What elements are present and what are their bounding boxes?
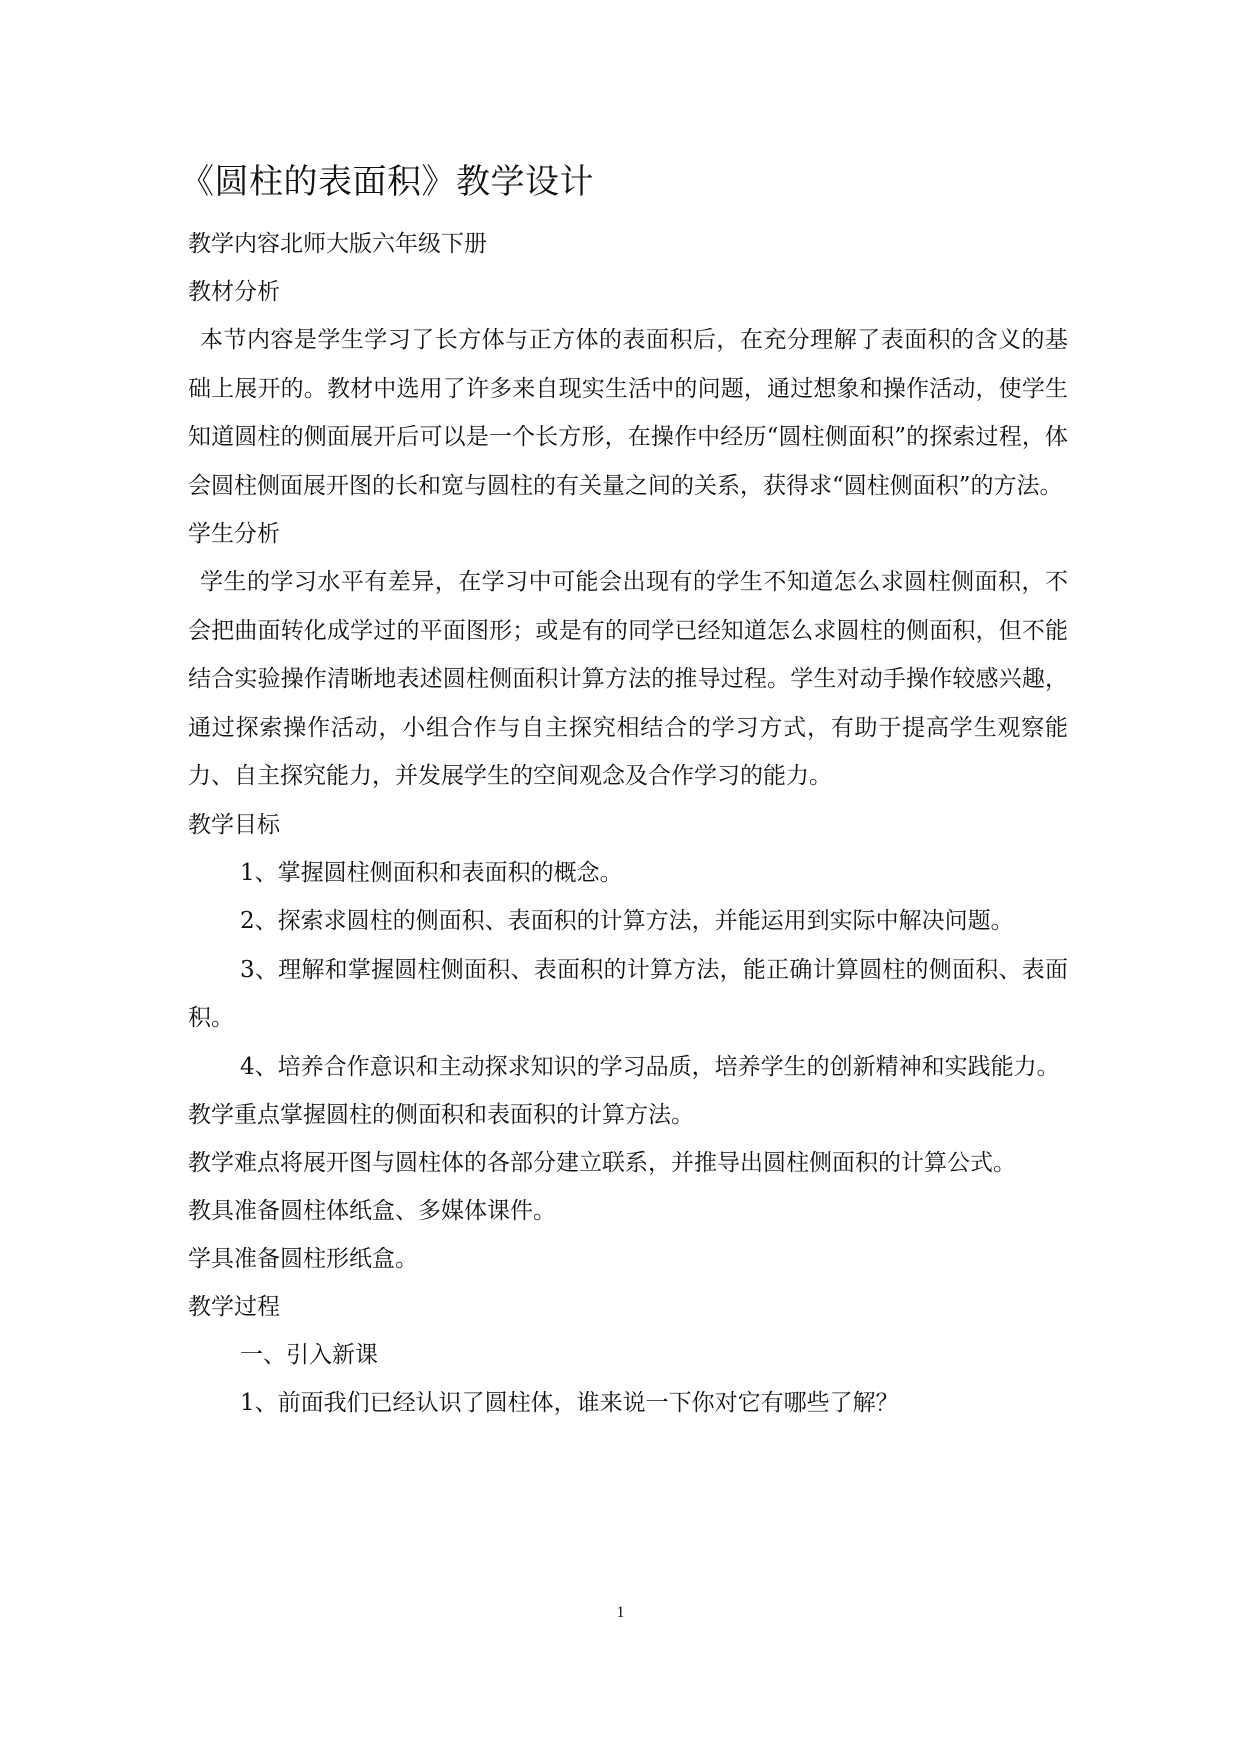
goal-item-1: 1、掌握圆柱侧面积和表面积的概念。 (240, 859, 623, 886)
material-analysis-text: 本节内容是学生学习了长方体与正方体的表面积后，在充分理解了表面积的含义的基础上展开的。教材中选用了许多来自现实生活中的问题，通过想象和操作活动，使学生知道圆柱的侧面展开后可以是一个长方形，在操作中经历“圆柱侧面积”的探索过程，体会圆柱侧面展开图的长和宽与圆柱的有关量之间的关系，获得求“圆柱侧面积”的方法。 (188, 327, 1068, 499)
document-title: 《圆柱的表面积》教学设计 (180, 162, 594, 202)
goal-item-2: 2、探索求圆柱的侧面积、表面积的计算方法，并能运用到实际中解决问题。 (240, 908, 1014, 934)
goal-item-3: 3、理解和掌握圆柱侧面积、表面积的计算方法，能正确计算圆柱的侧面积、表面积。 (188, 956, 1068, 1031)
goal-item-4: 4、培养合作意识和主动探求知识的学习品质，培养学生的创新精神和实践能力。 (240, 1053, 1060, 1080)
teaching-process-heading: 教学过程 (188, 1294, 280, 1320)
page-number: 1 (616, 1604, 625, 1621)
teaching-content-line: 教学内容北师大版六年级下册 (188, 231, 487, 257)
student-analysis-text: 学生的学习水平有差异，在学习中可能会出现有的学生不知道怎么求圆柱侧面积，不会把曲面转化成学过的平面图形；或是有的同学已经知道怎么求圆柱的侧面积，但不能结合实验操作清晰地表述圆柱侧面积计算方法的推导过程。学生对动手操作较感兴趣，通过探索操作活动，小组合作与自主探究相结合的学习方式，有助于提高学生观察能力、自主探究能力，并发展学生的空间观念及合作学习的能力。 (188, 569, 1068, 789)
difficulty-line: 教学难点将展开图与圆柱体的各部分建立联系，并推导出圆柱侧面积的计算公式。 (188, 1150, 1016, 1176)
student-analysis-heading: 学生分析 (188, 521, 280, 547)
teaching-goals-heading: 教学目标 (188, 811, 280, 838)
student-tools-line: 学具准备圆柱形纸盒。 (188, 1246, 418, 1272)
process-section-1: 一、引入新课 (240, 1342, 378, 1368)
material-analysis-heading: 教材分析 (188, 279, 280, 305)
document-body (180, 150, 1068, 1427)
key-point-line: 教学重点掌握圆柱的侧面积和表面积的计算方法。 (188, 1102, 694, 1128)
process-item-1: 1、前面我们已经认识了圆柱体，谁来说一下你对它有哪些了解？ (240, 1390, 899, 1416)
teacher-tools-line: 教具准备圆柱体纸盒、多媒体课件。 (188, 1198, 556, 1224)
